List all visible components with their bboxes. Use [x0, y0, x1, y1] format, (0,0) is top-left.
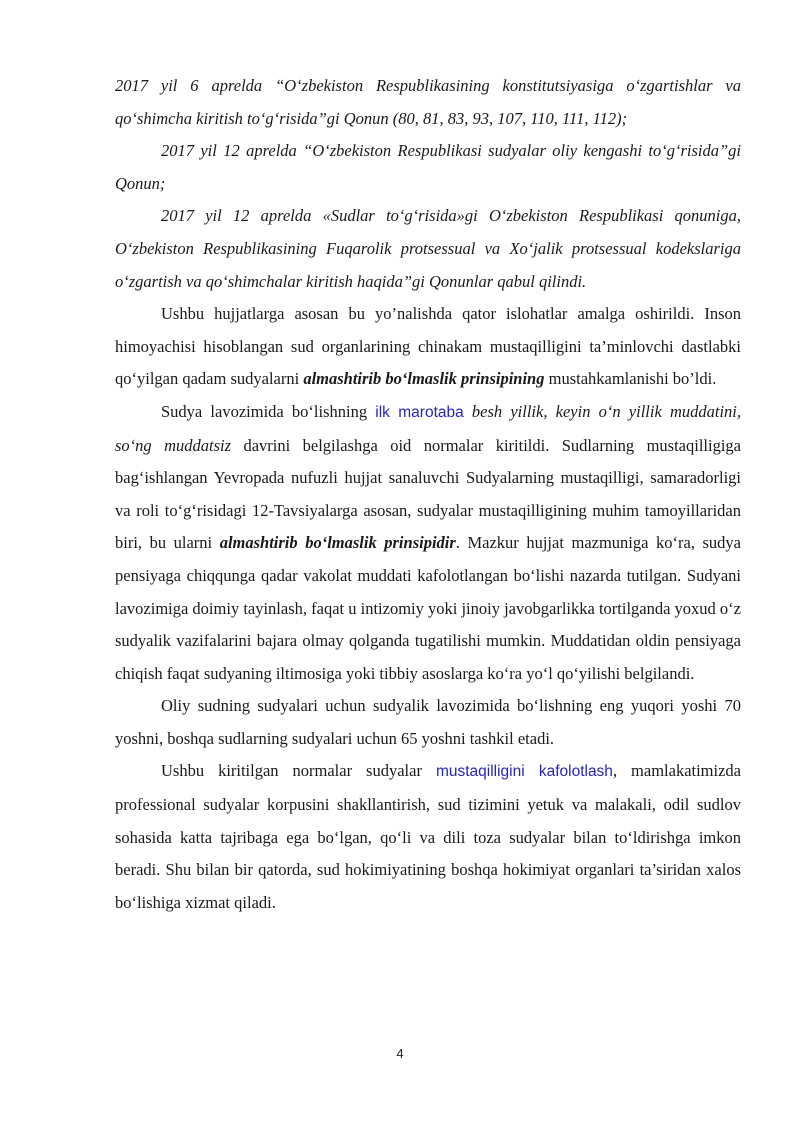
highlighted-phrase: ilk marotaba: [375, 403, 464, 421]
paragraph-text: Ushbu hujjatlarga asosan bu yo’nalishda qator islohatlar amalga oshirildi. Inson himoyachisi hisoblangan sud organlarining chinakam mustaqilligini ta’minlovchi dastlabki qo‘yilgan qadam sudyalarni: [115, 304, 741, 389]
paragraph-age-limit: Oliy sudning sudyalari uchun sudyalik lavozimida bo‘lishning eng yuqori yoshi 70 yoshni, boshqa sudlarning sudyalari uchun 65 yoshni tashkil etadi.: [115, 696, 741, 748]
paragraph-text: mustahkamlanishi bo’ldi.: [544, 369, 717, 389]
highlighted-phrase: mustaqilligini kafolotlash: [435, 763, 613, 781]
bold-term: almashtirib bo‘lmaslik prinsipidir: [219, 533, 456, 553]
document-page: [115, 70, 741, 919]
paragraph-term-of-office: [115, 396, 741, 690]
paragraph-conclusion: [115, 755, 741, 919]
paragraph-text: Ushbu kiritilgan normalar sudyalar: [161, 761, 436, 781]
bold-term: almashtirib bo‘lmaslik prinsipining: [303, 369, 545, 389]
law-item-3: 2017 yil 12 aprelda «Sudlar to‘g‘risida»gi O‘zbekiston Respublikasi qonuniga, O‘zbekiston Respublikasining Fuqarolik protsessual va Xo‘jalik protsessual kodekslariga o‘zgartish va qo‘shimchalar kiritish haqida”gi Qonunlar qabul qilindi.: [115, 206, 741, 291]
italic-phrase: besh yillik, keyin o‘n yillik muddatini, so‘ng muddatsiz: [115, 401, 741, 455]
law-item-1: 2017 yil 6 aprelda “O‘zbekiston Respublikasining konstitutsiyasiga o‘zgartishlar va qo‘shimcha kiritish to‘g‘risida”gi Qonun (80, 81, 83, 93, 107, 110, 111, 112);: [115, 76, 741, 128]
law-item-2: 2017 yil 12 aprelda “O‘zbekiston Respublikasi sudyalar oliy kengashi to‘g‘risida”gi Qonun;: [115, 141, 741, 193]
paragraph-text: davrini belgilashga oid normalar kiritildi. Sudlarning mustaqilligiga bag‘ishlangan Yevropada nufuzli hujjat sanaluvchi Sudyalarning mustaqilligi, samaradorligi va roli to‘g‘risidagi 12-Tavsiyalarga asosan, sudyalar mustaqilligining muhim tamoyillaridan biri, bu ularni: [115, 435, 742, 553]
paragraph-reforms: [115, 298, 741, 396]
paragraph-text: Sudya lavozimida bo‘lishning: [161, 401, 376, 421]
page-number: 4: [396, 1046, 404, 1061]
paragraph-text: . Mazkur hujjat mazmuniga ko‘ra, sudya pensiyaga chiqqunga qadar vakolat muddati kafolotlangan bo‘lishi nazarda tutilgan. Sudyani lavozimiga doimiy tayinlash, faqat u intizomiy yoki jinoiy javobgarlikka tortilganda yoxud o‘z sudyalik vazifalarini bajara olmay qolganda tugatilishi mumkin. Muddatidan oldin pensiyaga chiqish faqat sudyaning iltimosiga yoki tibbiy asoslarga ko‘ra yo‘l qo‘yilishi belgilandi.: [115, 533, 741, 683]
paragraph-text: , mamlakatimizda professional sudyalar korpusini shakllantirish, sud tizimini yetuk va malakali, odil sudlov sohasida katta tajribaga ega bo‘lgan, qo‘li va dili toza sudyalar bilan to‘ldirishga imkon beradi. Shu bilan bir qatorda, sud hokimiyatining boshqa hokimiyat organlari ta’siridan xalos bo‘lishiga xizmat qiladi.: [115, 761, 741, 912]
